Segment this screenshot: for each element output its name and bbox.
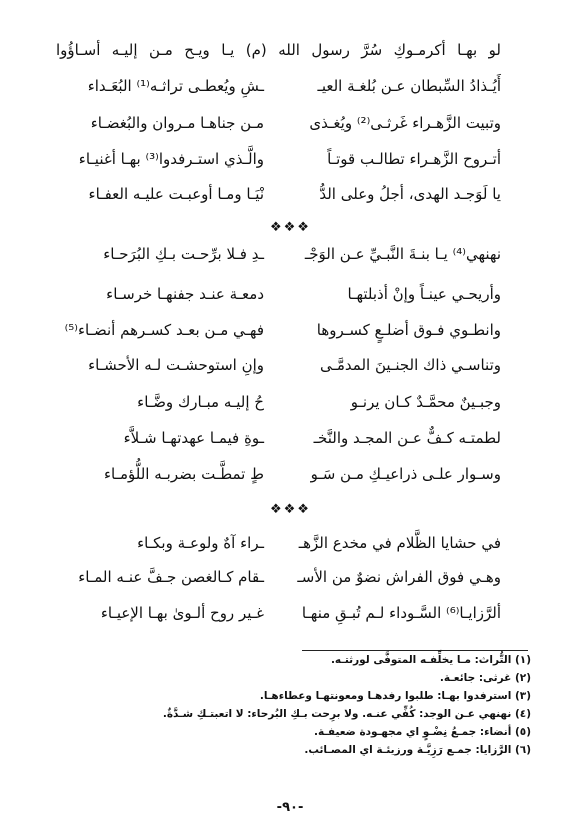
- verse-hemistich-right: في حشايا الظَّلام في مخدع الزَّهـ: [298, 534, 501, 552]
- verse-hemistich-right: وتناسـي ذاك الجنـينَ المدمَّـى: [320, 356, 501, 374]
- verse-hemistich-right: لطمتـه كـفٌّ عـن المجـد والنَّخـ: [313, 429, 501, 447]
- verse-hemistich-left: وإنِ استوحشـت لـه الأحشـاء: [88, 356, 264, 374]
- footnote: (٥) أنضاء: جمـعُ نِضْـوٍ اي مجهـودة ضعيفـة.: [313, 726, 531, 738]
- verse-hemistich-left: طٍ تمطَّـت بضربـه اللُّؤمـاء: [103, 465, 264, 483]
- verse-hemistich-left: ـراء آهٌ ولوعـة وبكـاء: [137, 534, 264, 552]
- verse-hemistich-right: ألرَّزايـا⁽⁶⁾ السَّـوداء لـم تُبـقِ منهـا: [301, 604, 501, 622]
- verse-hemistich-right: وهـي فوق الفراش نضوٌ من الأسـ: [297, 568, 501, 586]
- verse-hemistich-right: وجبـينٌ محمَّـدٌ كـان يرنـو: [350, 393, 501, 411]
- footnote: (٢) غرثى: جائعـة.: [439, 672, 531, 684]
- verse-hemistich-left: نْيَـا ومـا أوعبـت عليـه العفـاء: [88, 185, 264, 203]
- footnote: (٦) الرَّزايا: جمـع رَزِيَّـة ورزيئـة اي المصـائب.: [304, 744, 531, 756]
- verse-hemistich-left: دمعـة عنـد جفنهـا خرسـاء: [106, 285, 264, 303]
- footnote-separator: [302, 650, 528, 651]
- verse-hemistich-right: وسـوار علـى ذراعيـكِ مـن سَـو: [310, 465, 501, 483]
- page-number: -٩٠-: [276, 800, 304, 815]
- verse-hemistich-right: يا لَوَجـد الهدى، أجلُ وعلى الدُّ: [319, 185, 501, 203]
- verse-hemistich-left: حُ إليـه مبـارك وضَّـاء: [137, 393, 264, 411]
- verse-hemistich-left: غـير روح ألـوىٰ بهـا الإعيـاء: [100, 604, 264, 622]
- verse-hemistich-right: وانطـوي فـوق أضلـعٍ كسـروها: [316, 321, 501, 339]
- footnote: (٣) استرفدوا بهـا: طلبوا رفدهـا ومعونتهـا وعطاءهـا.: [259, 690, 531, 702]
- footnote: (٤) نهنهي عـن الوجد: كُفِّي عنـه. ولا برِحت بـكِ البُرحاء: لا اتعبتـكِ شـدَّةٌ.: [162, 708, 531, 720]
- verse-hemistich-left: ـدِ فـلا برِّحـت بـكِ البُرَحـاء: [103, 245, 264, 263]
- verse-hemistich-left: ـقام كـالغصن جـفَّ عنـه المـاء: [78, 568, 264, 586]
- opening-verse: لو بهـا أكرمـوكِ سُرَّ رسول الله (م) يـا ويـح مـن إليـه أسـاؤُوا: [56, 41, 501, 59]
- verse-hemistich-left: ـشِ ويُعطـى تراثـه⁽¹⁾ البُعَـداء: [87, 77, 264, 95]
- verse-hemistich-left: فهـي مـن بعـد كسـرهم أنضـاء⁽⁵⁾: [64, 321, 264, 339]
- verse-hemistich-left: والَّـذي استـرفدوا⁽³⁾ بهـا أغنيـاء: [78, 150, 264, 168]
- footnote: (١) التُّراث: مـا يخلِّفـه المتوفَّى لورثتـه.: [330, 654, 531, 666]
- verse-hemistich-right: وأريحـي عينـاً وإنْ أذبلتهـا: [347, 285, 501, 303]
- verse-hemistich-right: أتـروح الزَّهـراء تطالـب قوتـاً: [327, 150, 501, 168]
- verse-hemistich-right: وتبيت الزَّهـراء غَرثـى⁽²⁾ ويُغـذى: [309, 114, 501, 132]
- section-divider: ❖❖❖: [270, 220, 311, 235]
- verse-hemistich-right: نهنهي⁽⁴⁾ يـا بنـةَ النَّبـيِّ عـن الوَجْـ: [304, 245, 501, 263]
- verse-hemistich-right: أَيُـذادُ السِّبطان عـن بُلغـة العيـ: [317, 77, 501, 95]
- section-divider: ❖❖❖: [270, 502, 311, 517]
- verse-hemistich-left: ـوةِ فيمـا عهدتهـا شـلاَّء: [123, 429, 264, 447]
- verse-hemistich-left: مـن جناهـا مـروان والبُغضـاء: [90, 114, 264, 132]
